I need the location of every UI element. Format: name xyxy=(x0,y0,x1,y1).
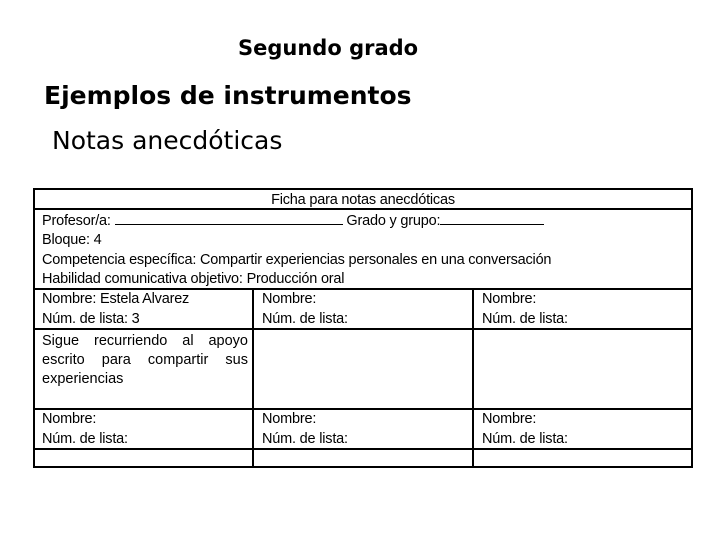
student-name: Nombre: xyxy=(42,411,97,427)
anecdotal-notes-card xyxy=(33,188,693,468)
student-list-number: Núm. de lista: 3 xyxy=(42,311,140,327)
observation-note: Sigue recurriendo al apoyo escrito para compartir sus experiencias xyxy=(42,333,248,387)
grade-group-label: Grado y grupo: xyxy=(346,213,441,229)
slide-heading: Ejemplos de instrumentos xyxy=(44,81,412,110)
student-list-number: Núm. de lista: xyxy=(42,431,128,447)
student-list-number: Núm. de lista: xyxy=(482,431,568,447)
row2-divider xyxy=(35,408,691,410)
competency-line: Competencia específica: Compartir experiencias personales en una conversación xyxy=(42,252,552,268)
student-name: Nombre: xyxy=(262,411,317,427)
row3-divider xyxy=(35,448,691,450)
student-name: Nombre: xyxy=(262,291,317,307)
student-name: Nombre: Estela Alvarez xyxy=(42,291,190,307)
grade-group-blank xyxy=(440,211,544,225)
block-line: Bloque: 4 xyxy=(42,232,102,248)
grade-label: Segundo grado xyxy=(238,36,419,60)
student-name: Nombre: xyxy=(482,291,537,307)
student-name: Nombre: xyxy=(482,411,537,427)
row1-divider xyxy=(35,328,691,330)
skill-line: Habilidad comunicativa objetivo: Producción oral xyxy=(42,271,345,287)
teacher-line xyxy=(42,211,544,230)
card-title: Ficha para notas anecdóticas xyxy=(271,192,455,208)
student-list-number: Núm. de lista: xyxy=(262,431,348,447)
student-list-number: Núm. de lista: xyxy=(482,311,568,327)
student-list-number: Núm. de lista: xyxy=(262,311,348,327)
teacher-blank xyxy=(115,211,343,225)
column-divider-2 xyxy=(472,288,474,466)
column-divider-1 xyxy=(252,288,254,466)
slide-subheading: Notas anecdóticas xyxy=(52,126,283,155)
teacher-label: Profesor/a: xyxy=(42,213,111,229)
